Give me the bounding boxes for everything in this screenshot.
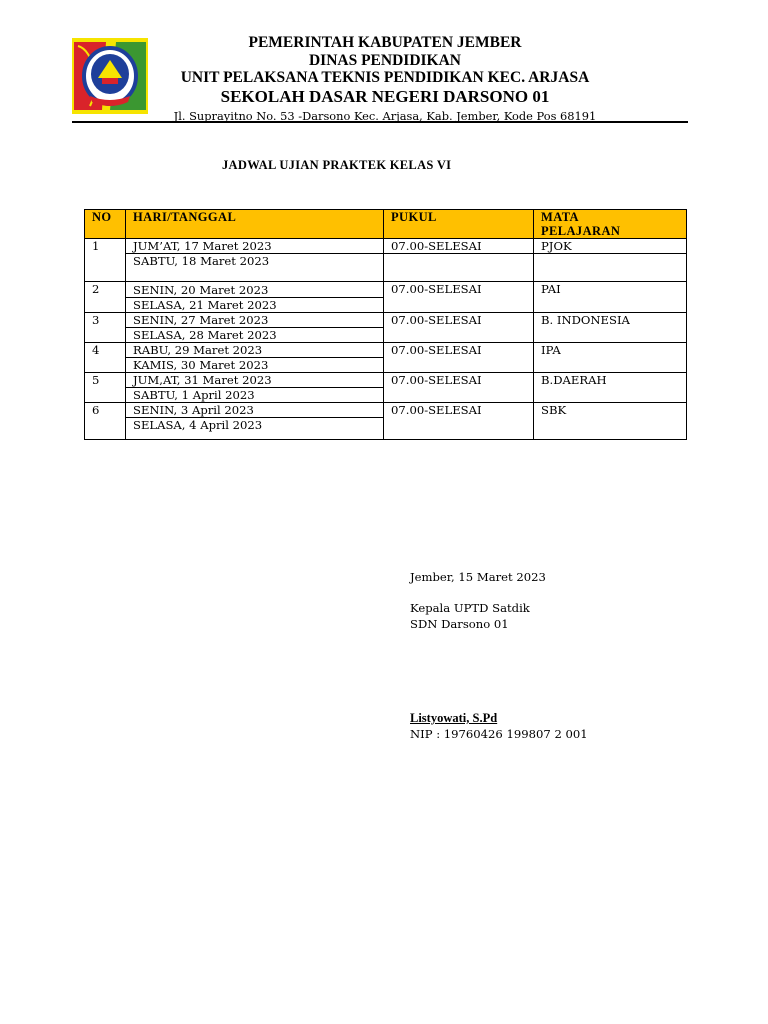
cell-date-2: SELASA, 4 April 2023: [126, 418, 384, 440]
signature-name: Listyowati, S.Pd: [410, 711, 498, 725]
cell-date-1: SENIN, 27 Maret 2023: [126, 313, 384, 328]
cell-date-1: RABU, 29 Maret 2023: [126, 343, 384, 358]
cell-time: 07.00-SELESAI: [384, 403, 534, 440]
header-subject-line2: PELAJARAN: [541, 224, 621, 238]
cell-subject: PJOK: [534, 239, 687, 254]
cell-subject-empty: [534, 254, 687, 282]
letterhead-agency: DINAS PENDIDIKAN: [308, 52, 461, 69]
cell-date-1: JUM’AT, 17 Maret 2023: [126, 239, 384, 254]
header-time: PUKUL: [384, 210, 534, 239]
cell-subject: B. INDONESIA: [534, 313, 687, 343]
table-row: [85, 313, 687, 328]
jember-regency-emblem-icon: [72, 38, 148, 114]
cell-time: 07.00-SELESAI: [384, 373, 534, 403]
signature-position-1: Kepala UPTD Satdik: [410, 601, 530, 615]
table-row: [85, 403, 687, 418]
cell-date-2: KAMIS, 30 Maret 2023: [126, 358, 384, 373]
letterhead-unit: UNIT PELAKSANA TEKNIS PENDIDIKAN KEC. ARJASA: [180, 69, 590, 86]
cell-time: 07.00-SELESAI: [384, 239, 534, 254]
header-subject: [534, 210, 687, 239]
letterhead-address: Jl. Suprayitno No. 53 -Darsono Kec. Arjasa, Kab. Jember, Kode Pos 68191: [173, 109, 597, 123]
cell-no: 5: [85, 373, 126, 403]
letterhead-government: PEMERINTAH KABUPATEN JEMBER: [248, 34, 522, 51]
table-row: [85, 254, 687, 282]
signature-position-2: SDN Darsono 01: [410, 617, 509, 631]
table-row: [85, 239, 687, 254]
cell-subject: SBK: [534, 403, 687, 440]
cell-no: 3: [85, 313, 126, 343]
cell-no: 6: [85, 403, 126, 440]
cell-no: 2: [85, 282, 126, 313]
cell-date-2: SABTU, 18 Maret 2023: [126, 254, 384, 282]
document-title: JADWAL UJIAN PRAKTEK KELAS VI: [222, 158, 452, 172]
letterhead-school: SEKOLAH DASAR NEGERI DARSONO 01: [220, 87, 550, 106]
schedule-table: [84, 209, 687, 440]
cell-date-1: SENIN, 20 Maret 2023: [126, 282, 384, 298]
signature-place-date: Jember, 15 Maret 2023: [410, 570, 546, 584]
cell-no: 1: [85, 239, 126, 282]
cell-subject: IPA: [534, 343, 687, 373]
cell-time: 07.00-SELESAI: [384, 343, 534, 373]
cell-time: 07.00-SELESAI: [384, 282, 534, 313]
letterhead: [150, 34, 620, 125]
table-header-row: [85, 210, 687, 239]
table-row: [85, 282, 687, 298]
cell-date-1: SENIN, 3 April 2023: [126, 403, 384, 418]
cell-time-empty: [384, 254, 534, 282]
cell-time: 07.00-SELESAI: [384, 313, 534, 343]
header-date: HARI/TANGGAL: [126, 210, 384, 239]
letterhead-divider: [72, 121, 688, 123]
cell-no: 4: [85, 343, 126, 373]
signature-nip: NIP : 19760426 199807 2 001: [410, 727, 588, 741]
cell-date-2: SELASA, 21 Maret 2023: [126, 298, 384, 313]
cell-date-1: JUM,AT, 31 Maret 2023: [126, 373, 384, 388]
header-subject-line1: MATA: [541, 210, 579, 224]
header-no: NO: [85, 210, 126, 239]
cell-date-2: SELASA, 28 Maret 2023: [126, 328, 384, 343]
table-row: [85, 343, 687, 358]
cell-subject: B.DAERAH: [534, 373, 687, 403]
cell-subject: PAI: [534, 282, 687, 313]
cell-date-2: SABTU, 1 April 2023: [126, 388, 384, 403]
table-row: [85, 373, 687, 388]
